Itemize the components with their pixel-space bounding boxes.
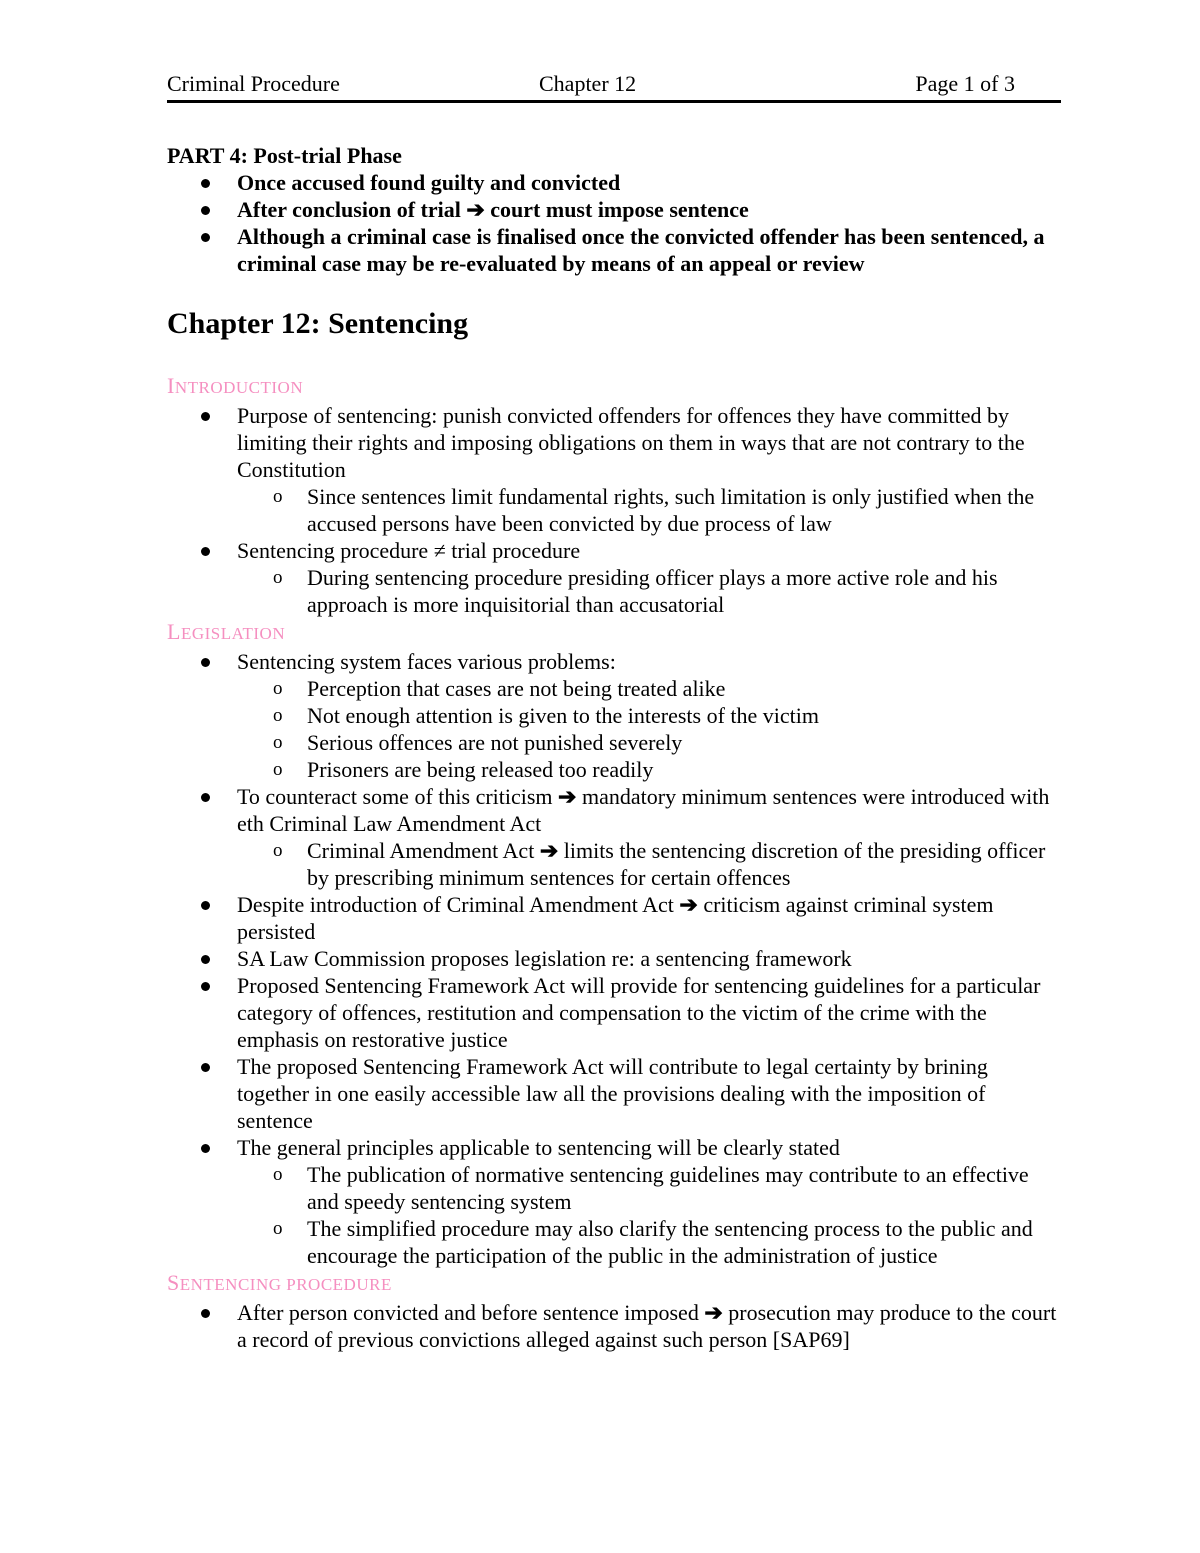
part-bullet: Once accused found guilty and convicted — [167, 169, 1057, 196]
bullet-text: prosecution may produce to the court a record of previous convictions alleged against such person [SAP69] — [237, 1300, 1057, 1352]
bullet-text: criticism against criminal system persisted — [237, 892, 994, 944]
list-item — [167, 891, 1057, 945]
legislation-list — [167, 648, 1057, 1269]
part-bullet — [167, 196, 1057, 223]
list-item — [167, 1299, 1057, 1353]
sub-list-item: o During sentencing procedure presiding officer plays a more active role and his approach is more inquisitorial than accusatorial — [237, 564, 1057, 618]
sub-list — [237, 483, 1057, 537]
bullet-text: Sentencing system faces various problems: — [237, 649, 616, 674]
sub-list — [237, 1161, 1057, 1269]
bullet-text: The general principles applicable to sentencing will be clearly stated — [237, 1135, 840, 1160]
bullet-text: After conclusion of trial — [237, 197, 461, 222]
bullet-text: Sentencing procedure ≠ trial procedure — [237, 538, 581, 563]
bullet-text: court must impose sentence — [490, 197, 749, 222]
bullet-text: Despite introduction of Criminal Amendment Act — [237, 892, 674, 917]
list-item — [167, 537, 1057, 618]
part-bullet-list — [167, 169, 1057, 277]
arrow-icon: ➔ — [679, 892, 698, 917]
sub-list — [237, 564, 1057, 618]
heading-initial: L — [167, 619, 181, 644]
part-title: PART 4: Post-trial Phase — [167, 143, 402, 168]
list-item — [167, 783, 1057, 891]
sub-list-item: o The simplified procedure may also clarify the sentencing process to the public and encourage the participation of the public in the administration of justice — [237, 1215, 1057, 1269]
bullet-text: limits the sentencing discretion of the presiding officer by prescribing minimum sentences for certain offences — [307, 838, 1046, 890]
bullet-text: mandatory minimum sentences were introduced with eth Criminal Law Amendment Act — [237, 784, 1050, 836]
arrow-icon: ➔ — [558, 784, 577, 809]
section-heading-sentencing-procedure — [167, 1269, 1057, 1299]
arrow-icon: ➔ — [704, 1300, 723, 1325]
sub-list-item: o The publication of normative sentencing guidelines may contribute to an effective and speedy sentencing system — [237, 1161, 1057, 1215]
list-item — [167, 648, 1057, 783]
bullet-text: To counteract some of this criticism — [237, 784, 553, 809]
sub-list-item: o Since sentences limit fundamental rights, such limitation is only justified when the accused persons have been convicted by due process of law — [237, 483, 1057, 537]
bullet-text: Purpose of sentencing: punish convicted offenders for offences they have committed by limiting their rights and imposing obligations on them in ways that are not contrary to the Constitution — [237, 403, 1025, 482]
page-header — [167, 70, 1061, 103]
heading-initial: S — [167, 1270, 180, 1295]
section-heading-legislation — [167, 618, 1057, 648]
sub-list-item: o Prisoners are being released too readily — [237, 756, 1057, 783]
list-item — [167, 1134, 1057, 1269]
sub-list-item: o Serious offences are not punished severely — [237, 729, 1057, 756]
sentencing-procedure-list — [167, 1299, 1057, 1353]
sub-list-item — [237, 837, 1057, 891]
sub-list-item: o Perception that cases are not being treated alike — [237, 675, 1057, 702]
list-item: SA Law Commission proposes legislation re: a sentencing framework — [167, 945, 1057, 972]
list-item: The proposed Sentencing Framework Act will contribute to legal certainty by brining together in one easily accessible law all the provisions dealing with the imposition of sentence — [167, 1053, 1057, 1134]
sub-list — [237, 837, 1057, 891]
header-page-number: Page 1 of 3 — [915, 71, 1015, 96]
header-course-title: Criminal Procedure — [167, 71, 340, 96]
list-item: Proposed Sentencing Framework Act will provide for sentencing guidelines for a particular category of offences, restitution and compensation to the victim of the crime with the emphasis on restorative justice — [167, 972, 1057, 1053]
heading-rest: EGISLATION — [180, 624, 286, 643]
sub-list-item: o Not enough attention is given to the interests of the victim — [237, 702, 1057, 729]
part-bullet: Although a criminal case is finalised once the convicted offender has been sentenced, a criminal case may be re-evaluated by means of an appeal or review — [167, 223, 1057, 277]
list-item — [167, 402, 1057, 537]
arrow-icon: ➔ — [539, 838, 559, 863]
heading-rest: ENTENCING PROCEDURE — [179, 1275, 392, 1294]
header-chapter: Chapter 12 — [539, 71, 637, 96]
heading-rest: NTRODUCTION — [174, 378, 304, 397]
introduction-list — [167, 402, 1057, 618]
sub-list — [237, 675, 1057, 783]
chapter-title: Chapter 12: Sentencing — [167, 307, 469, 340]
bullet-text: After person convicted and before sentence imposed — [237, 1300, 699, 1325]
section-heading-introduction — [167, 372, 1057, 402]
arrow-icon: ➔ — [466, 197, 485, 222]
bullet-text: Criminal Amendment Act — [307, 838, 535, 863]
document-body — [167, 142, 1057, 1353]
heading-initial: I — [167, 373, 175, 398]
